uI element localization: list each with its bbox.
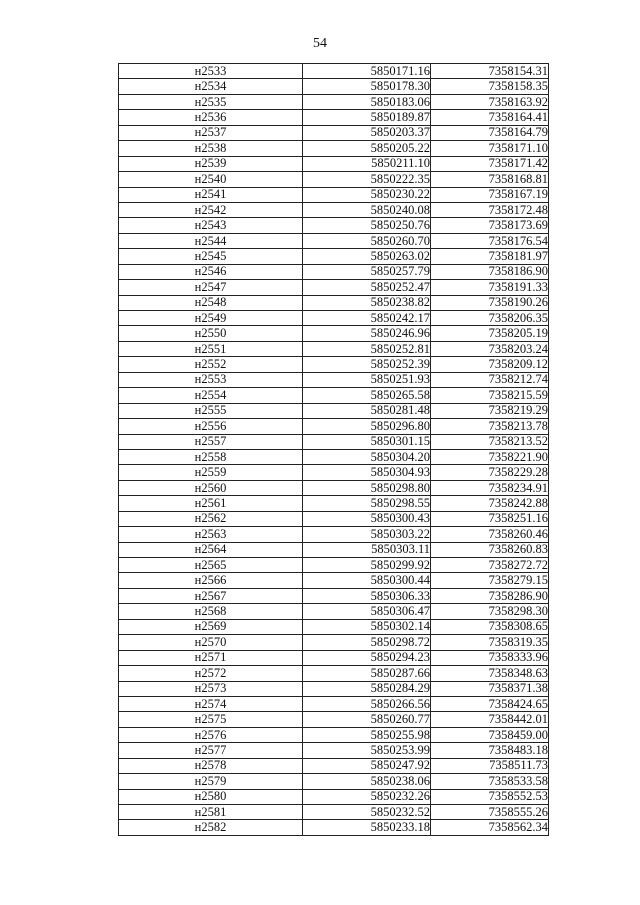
table-row (119, 372, 549, 387)
point-id-cell: н2550 (119, 326, 303, 341)
point-id-cell: н2574 (119, 696, 303, 711)
point-id-cell: н2556 (119, 419, 303, 434)
coordinates-table-body (119, 64, 549, 836)
table-row (119, 712, 549, 727)
x-coordinate-cell: 5850251.93 (303, 372, 431, 387)
table-row (119, 774, 549, 789)
table-row (119, 727, 549, 742)
point-id-cell: н2555 (119, 403, 303, 418)
y-coordinate-cell: 7358552.53 (431, 789, 549, 804)
table-row (119, 635, 549, 650)
point-id-cell: н2582 (119, 820, 303, 835)
y-coordinate-cell: 7358209.12 (431, 357, 549, 372)
point-id-cell: н2547 (119, 280, 303, 295)
point-id-cell: н2565 (119, 558, 303, 573)
point-id-cell: н2580 (119, 789, 303, 804)
table-row (119, 94, 549, 109)
y-coordinate-cell: 7358186.90 (431, 264, 549, 279)
point-id-cell: н2538 (119, 141, 303, 156)
x-coordinate-cell: 5850257.79 (303, 264, 431, 279)
table-row (119, 341, 549, 356)
point-id-cell: н2581 (119, 805, 303, 820)
point-id-cell: н2561 (119, 496, 303, 511)
point-id-cell: н2579 (119, 774, 303, 789)
x-coordinate-cell: 5850238.06 (303, 774, 431, 789)
x-coordinate-cell: 5850303.22 (303, 527, 431, 542)
y-coordinate-cell: 7358242.88 (431, 496, 549, 511)
x-coordinate-cell: 5850284.29 (303, 681, 431, 696)
point-id-cell: н2576 (119, 727, 303, 742)
x-coordinate-cell: 5850298.80 (303, 480, 431, 495)
y-coordinate-cell: 7358221.90 (431, 449, 549, 464)
point-id-cell: н2568 (119, 604, 303, 619)
point-id-cell: н2549 (119, 311, 303, 326)
table-row (119, 110, 549, 125)
x-coordinate-cell: 5850306.33 (303, 588, 431, 603)
point-id-cell: н2540 (119, 172, 303, 187)
y-coordinate-cell: 7358424.65 (431, 696, 549, 711)
y-coordinate-cell: 7358163.92 (431, 94, 549, 109)
y-coordinate-cell: 7358203.24 (431, 341, 549, 356)
x-coordinate-cell: 5850300.44 (303, 573, 431, 588)
point-id-cell: н2543 (119, 218, 303, 233)
x-coordinate-cell: 5850260.77 (303, 712, 431, 727)
table-row (119, 696, 549, 711)
point-id-cell: н2572 (119, 666, 303, 681)
point-id-cell: н2578 (119, 758, 303, 773)
y-coordinate-cell: 7358219.29 (431, 403, 549, 418)
x-coordinate-cell: 5850281.48 (303, 403, 431, 418)
point-id-cell: н2575 (119, 712, 303, 727)
y-coordinate-cell: 7358459.00 (431, 727, 549, 742)
x-coordinate-cell: 5850299.92 (303, 558, 431, 573)
table-row (119, 789, 549, 804)
y-coordinate-cell: 7358348.63 (431, 666, 549, 681)
x-coordinate-cell: 5850287.66 (303, 666, 431, 681)
table-row (119, 681, 549, 696)
point-id-cell: н2567 (119, 588, 303, 603)
table-row (119, 758, 549, 773)
point-id-cell: н2566 (119, 573, 303, 588)
table-row (119, 496, 549, 511)
x-coordinate-cell: 5850222.35 (303, 172, 431, 187)
y-coordinate-cell: 7358191.33 (431, 280, 549, 295)
x-coordinate-cell: 5850298.55 (303, 496, 431, 511)
point-id-cell: н2562 (119, 511, 303, 526)
x-coordinate-cell: 5850232.26 (303, 789, 431, 804)
table-row (119, 434, 549, 449)
table-row (119, 218, 549, 233)
table-row (119, 558, 549, 573)
y-coordinate-cell: 7358215.59 (431, 388, 549, 403)
x-coordinate-cell: 5850178.30 (303, 79, 431, 94)
table-row (119, 311, 549, 326)
table-row (119, 79, 549, 94)
point-id-cell: н2539 (119, 156, 303, 171)
x-coordinate-cell: 5850211.10 (303, 156, 431, 171)
table-row (119, 403, 549, 418)
point-id-cell: н2537 (119, 125, 303, 140)
x-coordinate-cell: 5850230.22 (303, 187, 431, 202)
y-coordinate-cell: 7358206.35 (431, 311, 549, 326)
point-id-cell: н2553 (119, 372, 303, 387)
table-row (119, 357, 549, 372)
x-coordinate-cell: 5850250.76 (303, 218, 431, 233)
point-id-cell: н2560 (119, 480, 303, 495)
table-row (119, 419, 549, 434)
x-coordinate-cell: 5850294.23 (303, 650, 431, 665)
y-coordinate-cell: 7358173.69 (431, 218, 549, 233)
table-row (119, 619, 549, 634)
table-row (119, 743, 549, 758)
y-coordinate-cell: 7358167.19 (431, 187, 549, 202)
table-row (119, 141, 549, 156)
y-coordinate-cell: 7358176.54 (431, 233, 549, 248)
point-id-cell: н2551 (119, 341, 303, 356)
y-coordinate-cell: 7358260.83 (431, 542, 549, 557)
y-coordinate-cell: 7358158.35 (431, 79, 549, 94)
table-row (119, 666, 549, 681)
coordinates-table (118, 63, 549, 836)
x-coordinate-cell: 5850260.70 (303, 233, 431, 248)
y-coordinate-cell: 7358319.35 (431, 635, 549, 650)
point-id-cell: н2548 (119, 295, 303, 310)
y-coordinate-cell: 7358190.26 (431, 295, 549, 310)
y-coordinate-cell: 7358171.42 (431, 156, 549, 171)
table-row (119, 64, 549, 79)
table-row (119, 480, 549, 495)
x-coordinate-cell: 5850203.37 (303, 125, 431, 140)
y-coordinate-cell: 7358562.34 (431, 820, 549, 835)
table-row (119, 805, 549, 820)
y-coordinate-cell: 7358164.41 (431, 110, 549, 125)
point-id-cell: н2535 (119, 94, 303, 109)
y-coordinate-cell: 7358533.58 (431, 774, 549, 789)
x-coordinate-cell: 5850189.87 (303, 110, 431, 125)
point-id-cell: н2542 (119, 202, 303, 217)
x-coordinate-cell: 5850205.22 (303, 141, 431, 156)
table-row (119, 527, 549, 542)
y-coordinate-cell: 7358205.19 (431, 326, 549, 341)
y-coordinate-cell: 7358260.46 (431, 527, 549, 542)
y-coordinate-cell: 7358168.81 (431, 172, 549, 187)
y-coordinate-cell: 7358234.91 (431, 480, 549, 495)
table-row (119, 465, 549, 480)
table-row (119, 511, 549, 526)
point-id-cell: н2552 (119, 357, 303, 372)
point-id-cell: н2569 (119, 619, 303, 634)
table-row (119, 156, 549, 171)
table-row (119, 264, 549, 279)
x-coordinate-cell: 5850255.98 (303, 727, 431, 742)
point-id-cell: н2546 (119, 264, 303, 279)
point-id-cell: н2541 (119, 187, 303, 202)
x-coordinate-cell: 5850303.11 (303, 542, 431, 557)
table-row (119, 187, 549, 202)
point-id-cell: н2573 (119, 681, 303, 696)
point-id-cell: н2577 (119, 743, 303, 758)
point-id-cell: н2571 (119, 650, 303, 665)
point-id-cell: н2536 (119, 110, 303, 125)
y-coordinate-cell: 7358371.38 (431, 681, 549, 696)
y-coordinate-cell: 7358279.15 (431, 573, 549, 588)
table-row (119, 249, 549, 264)
x-coordinate-cell: 5850266.56 (303, 696, 431, 711)
y-coordinate-cell: 7358229.28 (431, 465, 549, 480)
x-coordinate-cell: 5850300.43 (303, 511, 431, 526)
x-coordinate-cell: 5850298.72 (303, 635, 431, 650)
x-coordinate-cell: 5850246.96 (303, 326, 431, 341)
x-coordinate-cell: 5850302.14 (303, 619, 431, 634)
x-coordinate-cell: 5850183.06 (303, 94, 431, 109)
y-coordinate-cell: 7358154.31 (431, 64, 549, 79)
x-coordinate-cell: 5850240.08 (303, 202, 431, 217)
table-row (119, 650, 549, 665)
x-coordinate-cell: 5850238.82 (303, 295, 431, 310)
point-id-cell: н2570 (119, 635, 303, 650)
point-id-cell: н2558 (119, 449, 303, 464)
x-coordinate-cell: 5850247.92 (303, 758, 431, 773)
y-coordinate-cell: 7358212.74 (431, 372, 549, 387)
y-coordinate-cell: 7358308.65 (431, 619, 549, 634)
table-row (119, 388, 549, 403)
table-row (119, 573, 549, 588)
x-coordinate-cell: 5850306.47 (303, 604, 431, 619)
x-coordinate-cell: 5850242.17 (303, 311, 431, 326)
y-coordinate-cell: 7358251.16 (431, 511, 549, 526)
y-coordinate-cell: 7358555.26 (431, 805, 549, 820)
y-coordinate-cell: 7358272.72 (431, 558, 549, 573)
x-coordinate-cell: 5850304.20 (303, 449, 431, 464)
y-coordinate-cell: 7358164.79 (431, 125, 549, 140)
table-row (119, 280, 549, 295)
y-coordinate-cell: 7358286.90 (431, 588, 549, 603)
point-id-cell: н2557 (119, 434, 303, 449)
y-coordinate-cell: 7358171.10 (431, 141, 549, 156)
y-coordinate-cell: 7358298.30 (431, 604, 549, 619)
x-coordinate-cell: 5850233.18 (303, 820, 431, 835)
table-row (119, 326, 549, 341)
table-row (119, 125, 549, 140)
point-id-cell: н2563 (119, 527, 303, 542)
y-coordinate-cell: 7358181.97 (431, 249, 549, 264)
point-id-cell: н2544 (119, 233, 303, 248)
x-coordinate-cell: 5850252.47 (303, 280, 431, 295)
point-id-cell: н2533 (119, 64, 303, 79)
y-coordinate-cell: 7358442.01 (431, 712, 549, 727)
x-coordinate-cell: 5850252.81 (303, 341, 431, 356)
y-coordinate-cell: 7358172.48 (431, 202, 549, 217)
point-id-cell: н2545 (119, 249, 303, 264)
table-row (119, 449, 549, 464)
y-coordinate-cell: 7358483.18 (431, 743, 549, 758)
x-coordinate-cell: 5850304.93 (303, 465, 431, 480)
table-row (119, 172, 549, 187)
table-row (119, 588, 549, 603)
y-coordinate-cell: 7358333.96 (431, 650, 549, 665)
table-row (119, 542, 549, 557)
x-coordinate-cell: 5850171.16 (303, 64, 431, 79)
x-coordinate-cell: 5850296.80 (303, 419, 431, 434)
x-coordinate-cell: 5850265.58 (303, 388, 431, 403)
table-row (119, 295, 549, 310)
x-coordinate-cell: 5850252.39 (303, 357, 431, 372)
table-row (119, 202, 549, 217)
x-coordinate-cell: 5850301.15 (303, 434, 431, 449)
table-row (119, 604, 549, 619)
point-id-cell: н2534 (119, 79, 303, 94)
page-number: 54 (313, 36, 327, 51)
y-coordinate-cell: 7358213.52 (431, 434, 549, 449)
x-coordinate-cell: 5850263.02 (303, 249, 431, 264)
point-id-cell: н2559 (119, 465, 303, 480)
y-coordinate-cell: 7358213.78 (431, 419, 549, 434)
point-id-cell: н2554 (119, 388, 303, 403)
x-coordinate-cell: 5850253.99 (303, 743, 431, 758)
table-row (119, 233, 549, 248)
point-id-cell: н2564 (119, 542, 303, 557)
y-coordinate-cell: 7358511.73 (431, 758, 549, 773)
table-row (119, 820, 549, 835)
x-coordinate-cell: 5850232.52 (303, 805, 431, 820)
